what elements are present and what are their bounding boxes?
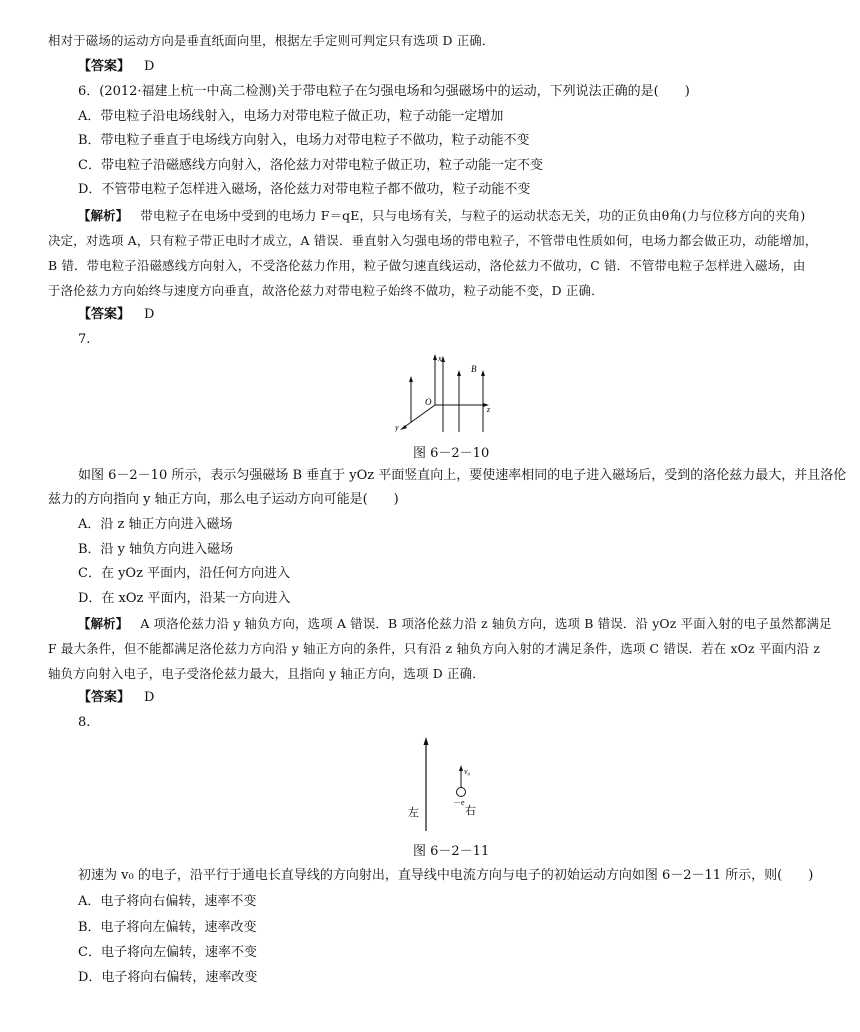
q8-option-d: D．电子将向右偏转，速率改变 bbox=[78, 970, 258, 985]
figure-6-2-10 bbox=[395, 350, 505, 440]
q6-solution-line-1: 【解析】 带电粒子在电场中受到的电场力 F＝qE，只与电场有关，与粒子的运动状态无关，功的正负由θ角(力与位移方向的夹角) bbox=[78, 208, 806, 223]
answer-q7: 【答案】 D bbox=[78, 690, 155, 705]
right-label: 右 bbox=[465, 805, 476, 817]
q6-option-b: B．带电粒子垂直于电场线方向射入，电场力对带电粒子不做功，粒子动能不变 bbox=[78, 133, 530, 148]
z-axis-label: z bbox=[487, 405, 491, 414]
q7-solution-line-3: 轴负方向射入电子，电子受洛伦兹力最大，且指向 y 轴正方向，选项 D 正确． bbox=[48, 666, 485, 681]
q6-solution-line-3: B 错．带电粒子沿磁感线方向射入，不受洛伦兹力作用，粒子做匀速直线运动，洛伦兹力不做功，C 错．不管带电粒子怎样进入磁场，由 bbox=[48, 258, 806, 273]
y-axis bbox=[403, 405, 435, 428]
origin-label: O bbox=[425, 397, 432, 407]
y-axis-label: y bbox=[395, 423, 399, 432]
field-label-b: B bbox=[471, 364, 477, 374]
v0-label: v₀ bbox=[464, 767, 471, 776]
q6-option-d: D．不管带电粒子怎样进入磁场，洛伦兹力对带电粒子都不做功，粒子动能不变 bbox=[78, 182, 531, 197]
answer-q6: 【答案】 D bbox=[78, 307, 155, 322]
q7-option-b: B．沿 y 轴负方向进入磁场 bbox=[78, 542, 234, 557]
q7-stem-line-1: 如图 6－2－10 所示，表示匀强磁场 B 垂直于 yOz 平面竖直向上，要使速率相同的电子进入磁场后，受到的洛伦兹力最大，并且洛伦 bbox=[78, 468, 847, 483]
q7-solution-line-2: F 最大条件，但不能都满足洛伦兹力方向沿 y 轴正方向的条件，只有沿 z 轴负方向入射的才满足条件，选项 C 错误．若在 xOz 平面内沿 z bbox=[48, 641, 821, 656]
answer-q5: 【答案】 D bbox=[78, 59, 155, 74]
q7-solution-line-1: 【解析】 A 项洛伦兹力沿 y 轴负方向，选项 A 错误．B 项洛伦兹力沿 z 轴负方向，选项 B 错误．沿 yOz 平面入射的电子虽然都满足 bbox=[78, 616, 832, 631]
charge-label: －e bbox=[453, 798, 465, 807]
figure-6-2-10-caption: 图 6－2－10 bbox=[413, 446, 490, 461]
q8-stem: 初速为 v₀ 的电子，沿平行于通电长直导线的方向射出，直导线中电流方向与电子的初始运动方向如图 6－2－11 所示，则( ) bbox=[78, 868, 814, 883]
q7-option-a: A．沿 z 轴正方向进入磁场 bbox=[78, 517, 233, 532]
q6-option-a: A．带电粒子沿电场线射入，电场力对带电粒子做正功，粒子动能一定增加 bbox=[78, 109, 504, 124]
q7-option-c: C．在 yOz 平面内，沿任何方向进入 bbox=[78, 566, 291, 581]
q8-option-c: C．电子将向左偏转，速率不变 bbox=[78, 945, 257, 960]
current-direction-arrow bbox=[424, 737, 429, 745]
q7-stem-line-2: 兹力的方向指向 y 轴正方向，那么电子运动方向可能是( ) bbox=[48, 492, 399, 507]
q7-number: 7. bbox=[78, 332, 91, 347]
q6-option-c: C．带电粒子沿磁感线方向射入，洛伦兹力对带电粒子做正功，粒子动能一定不变 bbox=[78, 158, 543, 173]
q8-option-b: B．电子将向左偏转，速率改变 bbox=[78, 920, 257, 935]
q8-option-a: A．电子将向右偏转，速率不变 bbox=[78, 894, 257, 909]
q6-solution-line-2: 决定，对选项 A，只有粒子带正电时才成立，A 错误．垂直射入匀强电场的带电粒子，不管带电性质如何，电场力都会做正功，动能增加， bbox=[48, 233, 818, 248]
left-label: 左 bbox=[408, 807, 419, 819]
q6-stem: 6．(2012·福建上杭一中高二检测)关于带电粒子在匀强电场和匀强磁场中的运动，下列说法正确的是( ) bbox=[78, 84, 690, 99]
figure-6-2-11-caption: 图 6－2－11 bbox=[413, 844, 490, 859]
q6-solution-line-4: 于洛伦兹力方向始终与速度方向垂直，故洛伦兹力对带电粒子始终不做功，粒子动能不变，D 正确． bbox=[48, 283, 604, 298]
prev-solution-tail: 相对于磁场的运动方向是垂直纸面向里，根据左手定则可判定只有选项 D 正确． bbox=[48, 33, 495, 48]
figure-6-2-11 bbox=[405, 735, 485, 833]
electron bbox=[457, 788, 466, 797]
q7-option-d: D．在 xOz 平面内，沿某一方向进入 bbox=[78, 591, 291, 606]
x-axis-label: x bbox=[438, 354, 442, 363]
q8-number: 8. bbox=[78, 715, 91, 730]
